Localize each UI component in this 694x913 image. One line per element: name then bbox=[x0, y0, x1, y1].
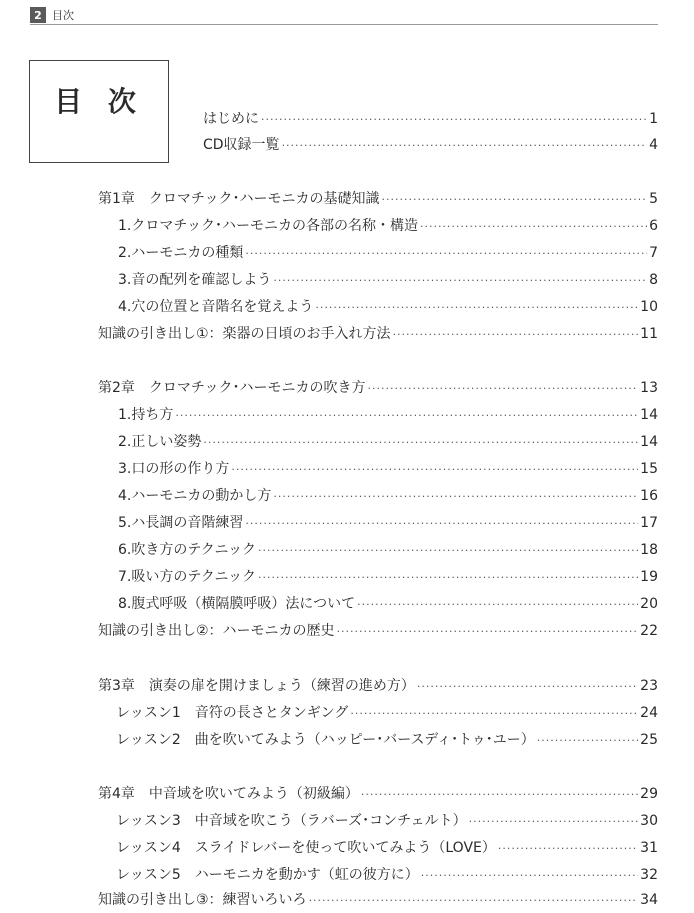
toc-section[interactable] bbox=[118, 568, 658, 587]
toc-section[interactable] bbox=[118, 595, 658, 614]
chapter-heading[interactable] bbox=[98, 379, 658, 398]
section-number: 7. bbox=[118, 569, 132, 585]
toc-page: 1 bbox=[649, 111, 658, 127]
toc-label: レッスン3 中音域を吹こう（ラバーズ･コンチェルト） bbox=[116, 813, 467, 829]
toc-section[interactable] bbox=[118, 217, 658, 236]
toc-label: 吸い方のテクニック bbox=[131, 569, 256, 585]
chapter-heading[interactable] bbox=[98, 785, 658, 804]
leader-dots bbox=[337, 623, 639, 641]
leader-dots bbox=[361, 786, 638, 804]
toc-page: 24 bbox=[640, 705, 658, 721]
toc-page: 32 bbox=[640, 867, 658, 883]
toc-lesson[interactable] bbox=[116, 866, 658, 885]
toc-page: 4 bbox=[649, 137, 658, 153]
toc-lesson[interactable] bbox=[116, 839, 658, 858]
toc-label: ハーモニカの種類 bbox=[131, 245, 244, 261]
section-number: 1. bbox=[118, 218, 132, 234]
leader-dots bbox=[282, 137, 648, 155]
toc-section[interactable] bbox=[118, 487, 658, 506]
section-number: 3. bbox=[118, 272, 132, 288]
toc-section[interactable] bbox=[118, 541, 658, 560]
toc-page: 14 bbox=[640, 407, 658, 423]
toc-page: 20 bbox=[640, 596, 658, 612]
toc-label: 吹き方のテクニック bbox=[131, 542, 256, 558]
toc-section[interactable] bbox=[118, 514, 658, 533]
toc-entry-intro[interactable] bbox=[203, 110, 658, 129]
toc-page: 17 bbox=[640, 515, 658, 531]
toc-knowledge-entry[interactable] bbox=[98, 622, 658, 641]
section-number: 2. bbox=[118, 245, 132, 261]
toc-page: 34 bbox=[640, 892, 658, 908]
toc-page: 16 bbox=[640, 488, 658, 504]
toc-page: 10 bbox=[640, 299, 658, 315]
toc-label: 腹式呼吸（横隔膜呼吸）法について bbox=[131, 596, 356, 612]
toc-knowledge-entry[interactable] bbox=[98, 325, 658, 344]
section-number: 4. bbox=[118, 299, 132, 315]
leader-dots bbox=[258, 542, 638, 560]
toc-page: 29 bbox=[640, 786, 658, 802]
toc-label: ハ長調の音階練習 bbox=[131, 515, 244, 531]
toc-page: 15 bbox=[640, 461, 658, 477]
toc-section[interactable] bbox=[118, 433, 658, 452]
toc-page: 25 bbox=[640, 732, 658, 748]
toc-label: 持ち方 bbox=[131, 407, 174, 423]
toc-label: 知識の引き出し①：楽器の日頃のお手入れ方法 bbox=[98, 326, 391, 342]
toc-title-box bbox=[29, 60, 169, 163]
toc-label: 第1章 クロマチック･ハーモニカの基礎知識 bbox=[98, 191, 380, 207]
toc-label: レッスン1 音符の長さとタンギング bbox=[116, 705, 349, 721]
page-header bbox=[30, 6, 74, 24]
leader-dots bbox=[393, 326, 639, 344]
toc-section[interactable] bbox=[118, 406, 658, 425]
toc-label: 知識の引き出し③：練習いろいろ bbox=[98, 892, 307, 908]
leader-dots bbox=[273, 488, 638, 506]
toc-page: 11 bbox=[640, 326, 658, 342]
leader-dots bbox=[231, 461, 638, 479]
leader-dots bbox=[261, 111, 647, 129]
toc-page: 8 bbox=[649, 272, 658, 288]
leader-dots bbox=[357, 596, 638, 614]
leader-dots bbox=[537, 732, 638, 750]
toc-label: 第2章 クロマチック･ハーモニカの吹き方 bbox=[98, 380, 366, 396]
leader-dots bbox=[498, 840, 638, 858]
leader-dots bbox=[421, 867, 638, 885]
toc-page: 7 bbox=[649, 245, 658, 261]
section-number: 2. bbox=[118, 434, 132, 450]
leader-dots bbox=[417, 678, 638, 696]
leader-dots bbox=[273, 272, 647, 290]
leader-dots bbox=[175, 407, 638, 425]
toc-label: レッスン4 スライドレバーを使って吹いてみよう（LOVE） bbox=[116, 840, 496, 856]
toc-page: 5 bbox=[649, 191, 658, 207]
toc-lesson[interactable] bbox=[116, 704, 658, 723]
leader-dots bbox=[368, 380, 639, 398]
toc-knowledge-entry[interactable] bbox=[98, 891, 658, 910]
toc-label: ハーモニカの動かし方 bbox=[131, 488, 272, 504]
chapter-heading[interactable] bbox=[98, 677, 658, 696]
toc-label: 第4章 中音域を吹いてみよう（初級編） bbox=[98, 786, 359, 802]
leader-dots bbox=[469, 813, 639, 831]
toc-label: CD収録一覧 bbox=[203, 137, 280, 153]
leader-dots bbox=[258, 569, 638, 587]
leader-dots bbox=[350, 705, 638, 723]
toc-label: はじめに bbox=[203, 111, 259, 127]
running-title: 目次 bbox=[52, 9, 74, 22]
section-number: 4. bbox=[118, 488, 132, 504]
leader-dots bbox=[420, 218, 647, 236]
leader-dots bbox=[203, 434, 638, 452]
toc-page: 23 bbox=[640, 678, 658, 694]
toc-page: 18 bbox=[640, 542, 658, 558]
toc-label: 口の形の作り方 bbox=[131, 461, 230, 477]
toc-entry-cd-list[interactable] bbox=[203, 136, 658, 155]
page-number-badge: 2 bbox=[30, 7, 46, 23]
leader-dots bbox=[382, 191, 648, 209]
toc-page: 30 bbox=[640, 813, 658, 829]
toc-label: 穴の位置と音階名を覚えよう bbox=[131, 299, 314, 315]
toc-section[interactable] bbox=[118, 298, 658, 317]
toc-page: 31 bbox=[640, 840, 658, 856]
toc-lesson[interactable] bbox=[116, 812, 658, 831]
toc-page: 22 bbox=[640, 623, 658, 639]
section-number: 6. bbox=[118, 542, 132, 558]
section-number: 5. bbox=[118, 515, 132, 531]
toc-section[interactable] bbox=[118, 460, 658, 479]
toc-label: 知識の引き出し②：ハーモニカの歴史 bbox=[98, 623, 335, 639]
toc-page: 19 bbox=[640, 569, 658, 585]
leader-dots bbox=[315, 299, 638, 317]
toc-lesson[interactable] bbox=[116, 731, 658, 750]
leader-dots bbox=[245, 515, 638, 533]
toc-label: レッスン5 ハーモニカを動かす（虹の彼方に） bbox=[116, 867, 419, 883]
toc-page: 14 bbox=[640, 434, 658, 450]
section-number: 8. bbox=[118, 596, 132, 612]
toc-section[interactable] bbox=[118, 244, 658, 263]
section-number: 1. bbox=[118, 407, 132, 423]
toc-title: 目 次 bbox=[54, 84, 144, 118]
leader-dots bbox=[309, 892, 639, 910]
toc-label: 第3章 演奏の扉を開けましょう（練習の進め方） bbox=[98, 678, 415, 694]
toc-label: レッスン2 曲を吹いてみよう（ハッピー･バースディ･トゥ･ユー） bbox=[116, 732, 535, 748]
section-number: 3. bbox=[118, 461, 132, 477]
toc-page: 13 bbox=[640, 380, 658, 396]
leader-dots bbox=[245, 245, 647, 263]
toc-page: 6 bbox=[649, 218, 658, 234]
toc-label: 音の配列を確認しよう bbox=[131, 272, 272, 288]
toc-section[interactable] bbox=[118, 271, 658, 290]
chapter-heading[interactable] bbox=[98, 190, 658, 209]
toc-label: 正しい姿勢 bbox=[131, 434, 202, 450]
toc-label: クロマチック･ハーモニカの各部の名称・構造 bbox=[131, 218, 418, 234]
header-divider bbox=[30, 24, 658, 25]
